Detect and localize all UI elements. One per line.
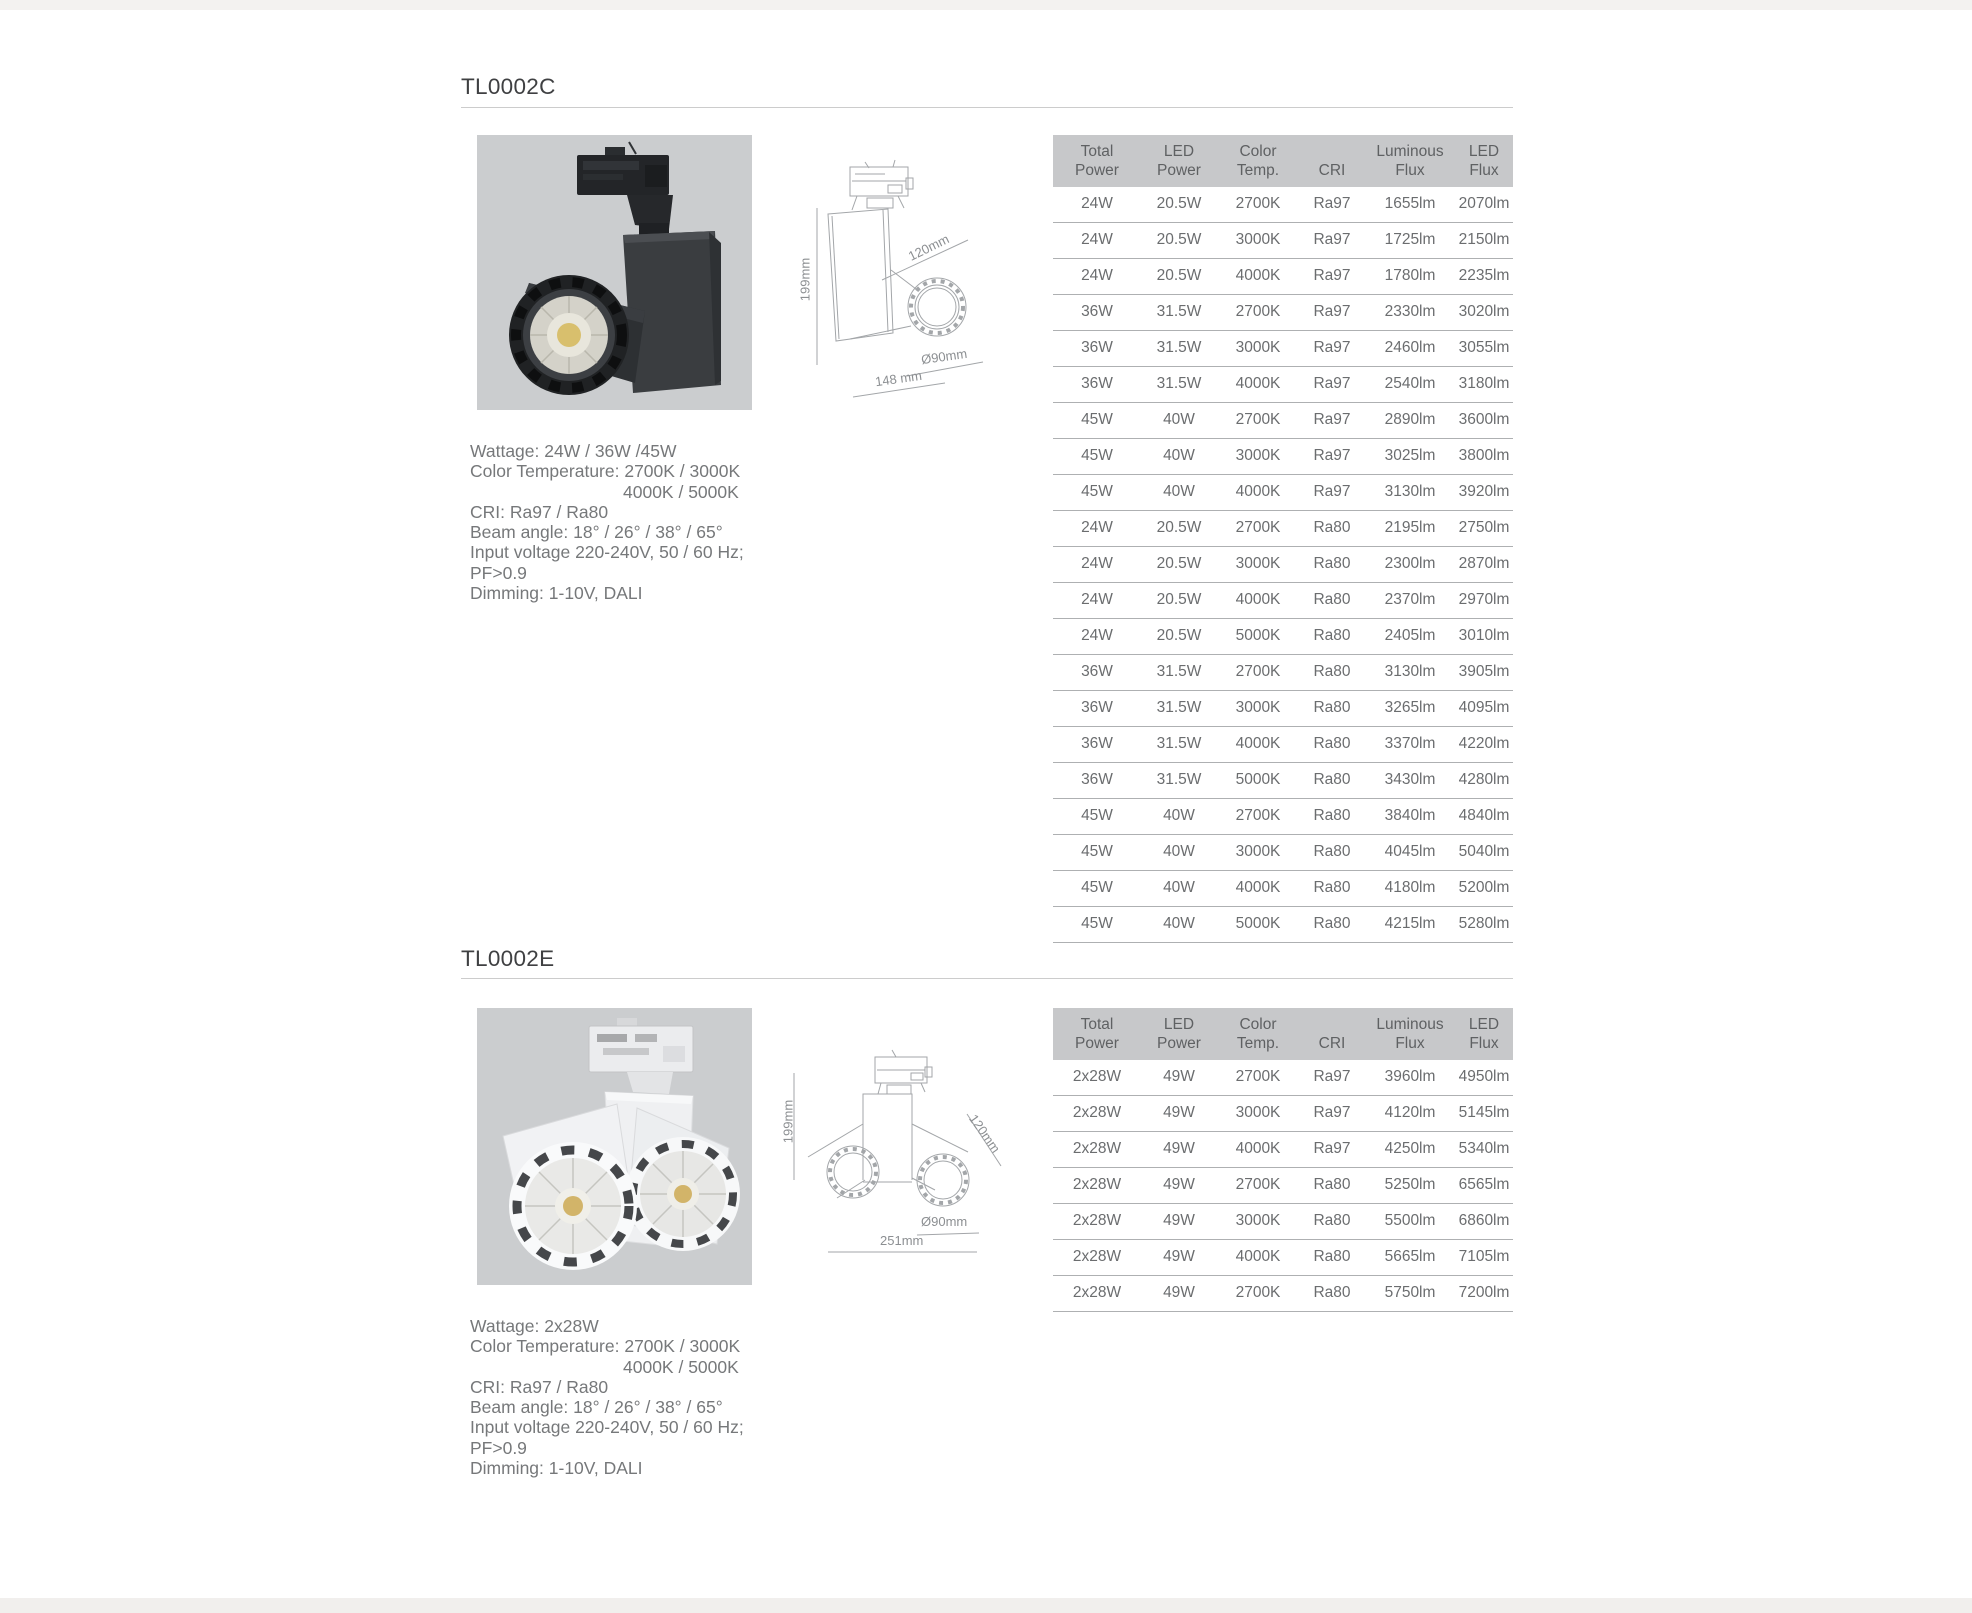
spec-line: Dimming: 1-10V, DALI [470,583,643,604]
dual-track-light-outline-drawing [775,1040,1005,1265]
cell-cri: Ra80 [1313,771,1351,788]
title-rule [461,978,1513,979]
cell-color-temp: 4000K [1235,1248,1281,1265]
cell-luminous-flux: 5500lm [1384,1212,1436,1229]
cell-luminous-flux: 4215lm [1384,915,1436,932]
cell-total-power: 24W [1081,231,1113,248]
table-row [1053,1132,1513,1168]
cell-luminous-flux: 5750lm [1384,1284,1436,1301]
table-header-cell: Color Temp. [1236,1016,1280,1052]
cell-color-temp: 5000K [1235,915,1281,932]
cell-color-temp: 4000K [1235,267,1281,284]
cell-color-temp: 3000K [1235,1212,1281,1229]
cell-total-power: 36W [1081,735,1113,752]
cell-cri: Ra97 [1313,303,1351,320]
cell-total-power: 45W [1081,843,1113,860]
section-title: TL0002E [461,946,555,971]
table-row [1053,295,1513,331]
cell-led-power: 31.5W [1156,735,1202,752]
cell-total-power: 24W [1081,627,1113,644]
cell-color-temp: 3000K [1235,339,1281,356]
cell-total-power: 36W [1081,303,1113,320]
table-row [1053,331,1513,367]
cell-cri: Ra80 [1313,735,1351,752]
cell-cri: Ra97 [1313,483,1351,500]
cell-led-flux: 4220lm [1458,735,1510,752]
cell-led-power: 40W [1163,483,1195,500]
cell-color-temp: 3000K [1235,699,1281,716]
white-dual-track-light-image [477,1008,752,1285]
cell-led-power: 31.5W [1156,663,1202,680]
spec-line: Beam angle: 18° / 26° / 38° / 65° [470,522,723,543]
table-header-cell: CRI [1318,162,1346,179]
cell-color-temp: 2700K [1235,663,1281,680]
cell-color-temp: 2700K [1235,411,1281,428]
cell-color-temp: 4000K [1235,591,1281,608]
table-row [1053,1276,1513,1312]
cell-total-power: 2x28W [1072,1104,1122,1121]
cell-led-power: 31.5W [1156,303,1202,320]
cell-total-power: 45W [1081,879,1113,896]
cell-cri: Ra80 [1313,915,1351,932]
table-row [1053,475,1513,511]
cell-led-flux: 3920lm [1458,483,1510,500]
cell-cri: Ra80 [1313,519,1351,536]
cell-led-power: 49W [1163,1104,1195,1121]
cell-led-power: 40W [1163,411,1195,428]
cell-luminous-flux: 4180lm [1384,879,1436,896]
cell-total-power: 2x28W [1072,1140,1122,1157]
cell-total-power: 36W [1081,699,1113,716]
spec-line: CRI: Ra97 / Ra80 [470,1376,609,1397]
cell-color-temp: 2700K [1235,519,1281,536]
cell-cri: Ra80 [1313,663,1351,680]
table-row [1053,439,1513,475]
cell-color-temp: 4000K [1235,375,1281,392]
cell-color-temp: 2700K [1235,1284,1281,1301]
cell-color-temp: 3000K [1235,447,1281,464]
cell-led-flux: 2070lm [1458,195,1510,212]
dimension-label-head-length: 120mm [905,231,952,264]
cell-color-temp: 4000K [1235,879,1281,896]
table-header-cell: LED Power [1157,143,1201,179]
cell-led-flux: 2870lm [1458,555,1510,572]
cell-color-temp: 4000K [1235,1140,1281,1157]
table-row [1053,583,1513,619]
cell-led-power: 31.5W [1156,699,1202,716]
cell-total-power: 24W [1081,519,1113,536]
cell-color-temp: 2700K [1235,1068,1281,1085]
cell-led-power: 49W [1163,1212,1195,1229]
black-track-light-image [477,135,752,410]
cell-cri: Ra80 [1313,591,1351,608]
cell-led-flux: 7105lm [1458,1248,1510,1265]
cell-luminous-flux: 3265lm [1384,699,1436,716]
cell-cri: Ra80 [1313,699,1351,716]
spec-line: PF>0.9 [470,562,527,583]
cell-led-power: 20.5W [1156,555,1202,572]
cell-luminous-flux: 3840lm [1384,807,1436,824]
cell-luminous-flux: 3430lm [1384,771,1436,788]
spec-text-tl0002e [470,1316,810,1478]
table-header-cell: Luminous Flux [1376,143,1444,179]
cell-led-power: 20.5W [1156,627,1202,644]
cell-color-temp: 3000K [1235,231,1281,248]
cell-color-temp: 3000K [1235,843,1281,860]
cell-led-flux: 3180lm [1458,375,1510,392]
cell-luminous-flux: 3370lm [1384,735,1436,752]
cell-luminous-flux: 2460lm [1384,339,1436,356]
cell-cri: Ra97 [1313,1068,1351,1085]
table-row [1053,367,1513,403]
spec-table-tl0002e [1053,1008,1513,1312]
cell-total-power: 45W [1081,807,1113,824]
dimension-drawing-tl0002c [795,150,995,400]
cell-color-temp: 3000K [1235,1104,1281,1121]
cell-luminous-flux: 3130lm [1384,483,1436,500]
spec-line: Dimming: 1-10V, DALI [470,1458,643,1479]
cell-total-power: 45W [1081,447,1113,464]
cell-led-flux: 3020lm [1458,303,1510,320]
table-header-cell: CRI [1318,1035,1346,1052]
cell-total-power: 36W [1081,375,1113,392]
cell-led-power: 49W [1163,1248,1195,1265]
table-row [1053,691,1513,727]
cell-led-flux: 5040lm [1458,843,1510,860]
cell-led-power: 40W [1163,843,1195,860]
cell-cri: Ra80 [1313,555,1351,572]
cell-total-power: 24W [1081,267,1113,284]
cell-cri: Ra80 [1313,627,1351,644]
cell-led-flux: 5200lm [1458,879,1510,896]
cell-cri: Ra80 [1313,1212,1351,1229]
cell-cri: Ra97 [1313,411,1351,428]
cell-color-temp: 3000K [1235,555,1281,572]
table-row [1053,1060,1513,1096]
cell-cri: Ra80 [1313,1284,1351,1301]
cell-luminous-flux: 5250lm [1384,1176,1436,1193]
cell-led-flux: 5145lm [1458,1104,1510,1121]
cell-cri: Ra80 [1313,843,1351,860]
cell-luminous-flux: 1725lm [1384,231,1436,248]
cell-led-power: 31.5W [1156,771,1202,788]
cell-luminous-flux: 2195lm [1384,519,1436,536]
cell-total-power: 2x28W [1072,1248,1122,1265]
cell-led-power: 40W [1163,447,1195,464]
spec-text-tl0002c [470,441,810,603]
dimension-label-height: 199mm [797,257,813,302]
cell-cri: Ra97 [1313,375,1351,392]
cell-cri: Ra80 [1313,1176,1351,1193]
cell-led-power: 20.5W [1156,591,1202,608]
cell-led-power: 40W [1163,915,1195,932]
cell-led-flux: 5340lm [1458,1140,1510,1157]
cell-led-power: 40W [1163,879,1195,896]
cell-total-power: 24W [1081,591,1113,608]
table-row [1053,187,1513,223]
cell-luminous-flux: 3960lm [1384,1068,1436,1085]
cell-led-flux: 2970lm [1458,591,1510,608]
spec-table-tl0002c [1053,135,1513,943]
cell-total-power: 2x28W [1072,1284,1122,1301]
cell-led-flux: 2150lm [1458,231,1510,248]
page-edge-bottom [0,1598,1972,1613]
cell-led-flux: 4950lm [1458,1068,1510,1085]
table-row [1053,871,1513,907]
title-rule [461,107,1513,108]
spec-line: Wattage: 2x28W [470,1316,599,1336]
cell-color-temp: 5000K [1235,627,1281,644]
cell-total-power: 2x28W [1072,1176,1122,1193]
cell-luminous-flux: 3025lm [1384,447,1436,464]
cell-led-flux: 5280lm [1458,915,1510,932]
cell-luminous-flux: 2300lm [1384,555,1436,572]
cell-color-temp: 2700K [1235,807,1281,824]
cell-luminous-flux: 1780lm [1384,267,1436,284]
table-row [1053,511,1513,547]
cell-led-power: 20.5W [1156,267,1202,284]
table-header-cell: Total Power [1075,143,1119,179]
cell-led-power: 49W [1163,1068,1195,1085]
table-header-cell: Total Power [1075,1016,1119,1052]
cell-luminous-flux: 4120lm [1384,1104,1436,1121]
cell-total-power: 45W [1081,915,1113,932]
cell-cri: Ra97 [1313,339,1351,356]
cell-led-flux: 3010lm [1458,627,1510,644]
spec-line: Beam angle: 18° / 26° / 38° / 65° [470,1397,723,1418]
spec-line: 4000K / 5000K [623,1356,739,1377]
cell-total-power: 45W [1081,483,1113,500]
cell-color-temp: 2700K [1235,195,1281,212]
table-header-cell: LED Flux [1468,143,1500,179]
table-row [1053,259,1513,295]
cell-led-flux: 7200lm [1458,1284,1510,1301]
cell-led-flux: 2750lm [1458,519,1510,536]
cell-luminous-flux: 2370lm [1384,591,1436,608]
cell-led-power: 31.5W [1156,375,1202,392]
cell-led-power: 49W [1163,1284,1195,1301]
dimension-label-overall-length: 251mm [880,1233,924,1248]
spec-line: PF>0.9 [470,1437,527,1458]
cell-luminous-flux: 2890lm [1384,411,1436,428]
cell-led-power: 20.5W [1156,195,1202,212]
cell-cri: Ra80 [1313,879,1351,896]
spec-line: CRI: Ra97 / Ra80 [470,501,609,522]
product-photo-black-track-light [477,135,752,410]
cell-cri: Ra97 [1313,1140,1351,1157]
spec-table-body [1053,187,1513,943]
cell-cri: Ra97 [1313,447,1351,464]
spec-line: Wattage: 24W / 36W /45W [470,441,677,461]
table-header-cell: LED Flux [1468,1016,1500,1052]
cell-led-flux: 4095lm [1458,699,1510,716]
cell-total-power: 24W [1081,195,1113,212]
cell-color-temp: 2700K [1235,1176,1281,1193]
cell-cri: Ra97 [1313,231,1351,248]
table-row [1053,835,1513,871]
cell-color-temp: 2700K [1235,303,1281,320]
cell-led-flux: 4840lm [1458,807,1510,824]
cell-luminous-flux: 4250lm [1384,1140,1436,1157]
cell-led-flux: 3055lm [1458,339,1510,356]
cell-cri: Ra97 [1313,195,1351,212]
cell-color-temp: 4000K [1235,735,1281,752]
table-row [1053,1204,1513,1240]
table-row [1053,403,1513,439]
cell-led-flux: 3600lm [1458,411,1510,428]
cell-led-flux: 4280lm [1458,771,1510,788]
spec-table-header [1053,135,1513,187]
table-row [1053,547,1513,583]
table-row [1053,1240,1513,1276]
table-row [1053,619,1513,655]
cell-led-power: 49W [1163,1140,1195,1157]
cell-luminous-flux: 1655lm [1384,195,1436,212]
table-row [1053,727,1513,763]
dimension-label-overall-length: 148 mm [874,367,923,390]
spec-line: 4000K / 5000K [623,481,739,502]
table-row [1053,799,1513,835]
cell-led-power: 20.5W [1156,231,1202,248]
cell-led-power: 40W [1163,807,1195,824]
spec-line: Color Temperature: 2700K / 3000K [470,1336,741,1357]
table-row [1053,907,1513,943]
dimension-drawing-tl0002e [775,1040,1005,1265]
table-row [1053,223,1513,259]
dimension-label-head-length: 120mm [966,1111,1004,1156]
dimension-label-lens-diameter: Ø90mm [920,345,969,368]
cell-luminous-flux: 5665lm [1384,1248,1436,1265]
page-edge-top [0,0,1972,10]
cell-led-flux: 3905lm [1458,663,1510,680]
cell-luminous-flux: 2405lm [1384,627,1436,644]
cell-total-power: 2x28W [1072,1068,1122,1085]
cell-led-flux: 6860lm [1458,1212,1510,1229]
table-header-cell: LED Power [1157,1016,1201,1052]
dimension-label-height: 199mm [780,1099,796,1144]
table-row [1053,1168,1513,1204]
cell-color-temp: 5000K [1235,771,1281,788]
cell-total-power: 2x28W [1072,1212,1122,1229]
cell-total-power: 36W [1081,339,1113,356]
spec-table-header [1053,1008,1513,1060]
table-row [1053,763,1513,799]
spec-line: Input voltage 220-240V, 50 / 60 Hz; [470,542,744,563]
cell-cri: Ra97 [1313,1104,1351,1121]
cell-total-power: 36W [1081,771,1113,788]
table-row [1053,1096,1513,1132]
dimension-label-lens-diameter: Ø90mm [921,1214,968,1229]
table-header-cell: Color Temp. [1236,143,1280,179]
table-row [1053,655,1513,691]
cell-luminous-flux: 4045lm [1384,843,1436,860]
cell-led-flux: 3800lm [1458,447,1510,464]
spec-line: Color Temperature: 2700K / 3000K [470,461,741,482]
cell-cri: Ra97 [1313,267,1351,284]
section-title: TL0002C [461,74,556,99]
cell-total-power: 45W [1081,411,1113,428]
cell-cri: Ra80 [1313,1248,1351,1265]
cell-led-power: 20.5W [1156,519,1202,536]
cell-led-flux: 6565lm [1458,1176,1510,1193]
cell-total-power: 36W [1081,663,1113,680]
product-photo-white-dual-track-light [477,1008,752,1285]
spec-table-body [1053,1060,1513,1312]
cell-led-power: 49W [1163,1176,1195,1193]
cell-luminous-flux: 3130lm [1384,663,1436,680]
cell-luminous-flux: 2540lm [1384,375,1436,392]
cell-luminous-flux: 2330lm [1384,303,1436,320]
table-header-cell: Luminous Flux [1376,1016,1444,1052]
cell-led-power: 31.5W [1156,339,1202,356]
cell-cri: Ra80 [1313,807,1351,824]
cell-led-flux: 2235lm [1458,267,1510,284]
cell-color-temp: 4000K [1235,483,1281,500]
cell-total-power: 24W [1081,555,1113,572]
track-light-outline-drawing [795,150,995,400]
spec-line: Input voltage 220-240V, 50 / 60 Hz; [470,1417,744,1438]
